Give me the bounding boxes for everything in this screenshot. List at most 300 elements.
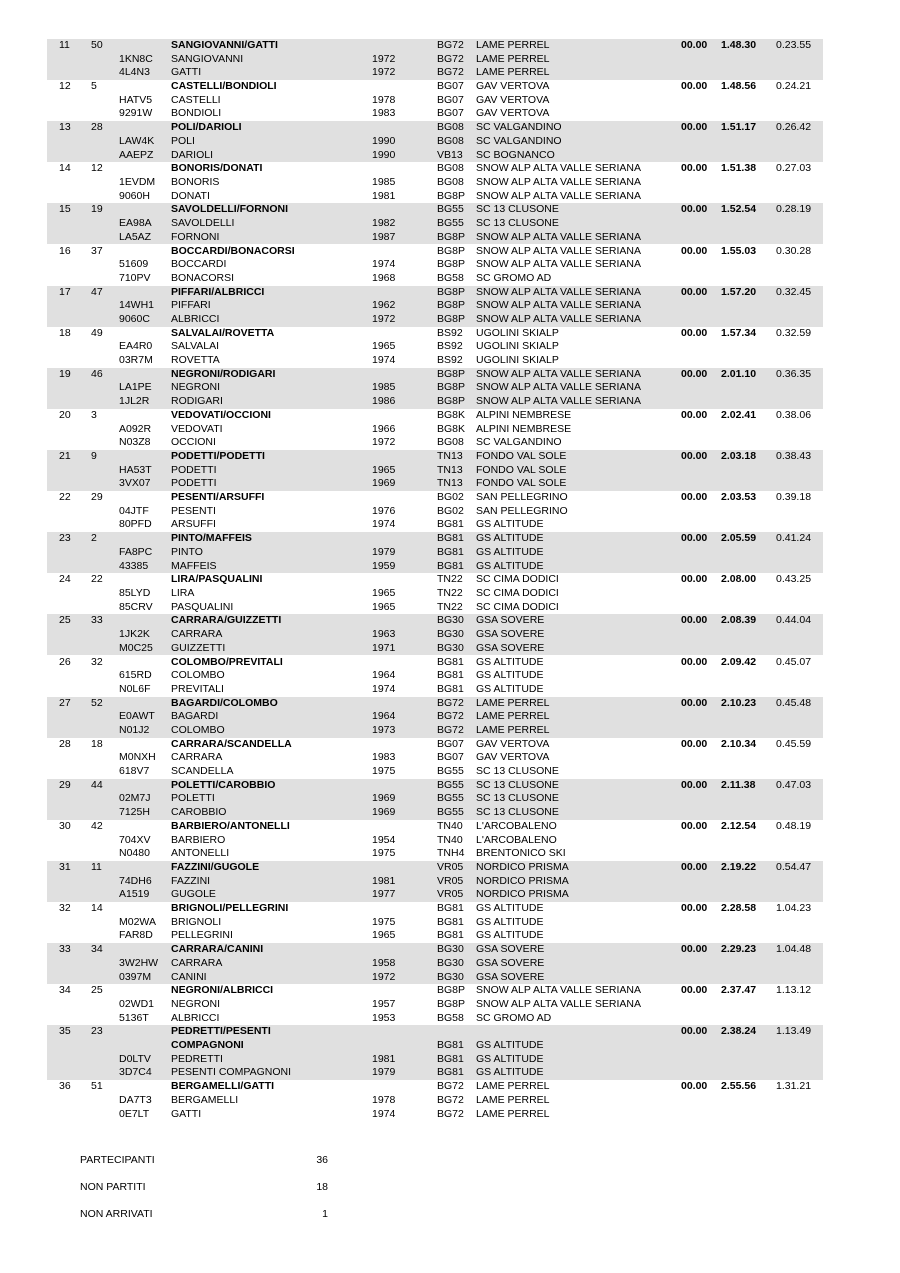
bib-number: 46 [91, 367, 103, 380]
athlete-code: A092R [119, 422, 152, 435]
rank: 11 [59, 39, 70, 51]
summary-label: NON ARRIVATI [80, 1208, 153, 1220]
result-line [47, 245, 823, 259]
club-name: LAME PERREL [476, 1107, 550, 1120]
club-code: BG81 [437, 559, 464, 572]
club-name: GS ALTITUDE [476, 669, 544, 682]
club-code: VB13 [437, 148, 463, 161]
penalty: 00.00 [681, 573, 708, 586]
birth-year: 1975 [372, 915, 396, 928]
team-name: CARRARA/GUIZZETTI [171, 614, 282, 627]
club-code: BG72 [437, 1080, 464, 1093]
athlete-line [47, 464, 823, 478]
penalty: 00.00 [681, 39, 708, 51]
club-name: GS ALTITUDE [476, 655, 544, 668]
athlete-code: 43385 [119, 559, 149, 572]
athlete-code: 80PFD [119, 518, 152, 531]
athlete-name: BRIGNOLI [171, 915, 222, 928]
athlete-name: BOCCARDI [171, 258, 227, 271]
athlete-code: LA5AZ [119, 230, 152, 243]
summary-line [0, 1207, 400, 1221]
athlete-name: OCCIONI [171, 436, 216, 449]
club-name: SC VALGANDINO [476, 121, 562, 134]
summary-line [0, 1153, 400, 1167]
athlete-name: GUGOLE [171, 888, 216, 901]
club-name: SC 13 CLUSONE [476, 203, 559, 216]
team-row [47, 573, 823, 614]
birth-year: 1977 [372, 888, 396, 901]
athlete-name: BONACORSI [171, 271, 235, 284]
athlete-line [47, 560, 823, 574]
athlete-name: PIFFARI [171, 299, 211, 312]
birth-year: 1965 [372, 463, 396, 476]
club-code: BG72 [437, 52, 464, 65]
rank: 23 [59, 532, 71, 545]
bib-number: 51 [91, 1080, 103, 1093]
club-code: BG55 [437, 203, 464, 216]
club-name: UGOLINI SKIALP [476, 340, 559, 353]
club-name: GAV VERTOVA [476, 751, 550, 764]
time-gap: 0.36.35 [776, 367, 812, 380]
athlete-line [47, 847, 823, 861]
club-name: SNOW ALP ALTA VALLE SERIANA [476, 299, 641, 312]
team-name: CASTELLI/BONDIOLI [171, 80, 277, 93]
bib-number: 50 [91, 39, 103, 51]
finish-time: 2.12.54 [721, 819, 757, 832]
athlete-code: M02WA [119, 915, 156, 928]
birth-year: 1972 [372, 52, 396, 65]
birth-year: 1968 [372, 271, 396, 284]
club-name: GSA SOVERE [476, 614, 545, 627]
birth-year: 1957 [372, 997, 396, 1010]
birth-year: 1979 [372, 545, 396, 558]
team-name: BERGAMELLI/GATTI [171, 1080, 275, 1093]
birth-year: 1965 [372, 929, 396, 942]
penalty: 00.00 [681, 162, 708, 175]
rank: 26 [59, 655, 71, 668]
club-name: SNOW ALP ALTA VALLE SERIANA [476, 312, 641, 325]
bib-number: 52 [91, 696, 103, 709]
athlete-line [47, 340, 823, 354]
bib-number: 28 [91, 121, 103, 134]
birth-year: 1976 [372, 504, 396, 517]
club-code: BG81 [437, 929, 464, 942]
finish-time: 1.52.54 [721, 203, 757, 216]
team-row [47, 861, 823, 902]
birth-year: 1974 [372, 354, 396, 367]
summary-line [0, 1180, 400, 1194]
time-gap: 0.32.45 [776, 285, 812, 298]
club-name: UGOLINI SKIALP [476, 354, 559, 367]
club-name: SAN PELLEGRINO [476, 491, 568, 504]
time-gap: 1.13.49 [776, 1025, 812, 1038]
bib-number: 33 [91, 614, 103, 627]
club-code: BG8P [437, 395, 466, 408]
athlete-line [47, 710, 823, 724]
club-name: SNOW ALP ALTA VALLE SERIANA [476, 162, 641, 175]
athlete-line [47, 381, 823, 395]
team-row [47, 532, 823, 573]
club-name: UGOLINI SKIALP [476, 326, 559, 339]
club-code: BG8P [437, 285, 466, 298]
athlete-code: 9291W [119, 107, 153, 120]
finish-time: 2.01.10 [721, 367, 757, 380]
finish-time: 1.51.17 [721, 121, 757, 134]
finish-time: 2.19.22 [721, 861, 757, 873]
club-code: TN13 [437, 477, 463, 490]
athlete-line [47, 669, 823, 683]
athlete-name: SANGIOVANNI [171, 52, 244, 65]
club-code: BG08 [437, 175, 464, 188]
club-code: BG02 [437, 504, 464, 517]
athlete-name: BONORIS [171, 175, 220, 188]
club-code: BG8P [437, 312, 466, 325]
athlete-line [47, 190, 823, 204]
athlete-line [47, 642, 823, 656]
athlete-code: 51609 [119, 258, 149, 271]
athlete-code: 9060C [119, 312, 150, 325]
athlete-code: M0C25 [119, 641, 153, 654]
rank: 14 [59, 162, 71, 175]
athlete-line [47, 998, 823, 1012]
athlete-code: 03R7M [119, 354, 153, 367]
penalty: 00.00 [681, 450, 708, 462]
athlete-name: BAGARDI [171, 710, 219, 723]
time-gap: 0.23.55 [776, 39, 812, 51]
club-code: BG8P [437, 244, 466, 257]
club-code: BG55 [437, 217, 464, 230]
penalty: 00.00 [681, 408, 708, 421]
rank: 33 [59, 943, 71, 956]
finish-time: 1.55.03 [721, 244, 757, 257]
result-line [47, 1039, 823, 1053]
athlete-code: 14WH1 [119, 299, 155, 312]
club-name: NORDICO PRISMA [476, 874, 569, 887]
team-name: LIRA/PASQUALINI [171, 573, 263, 586]
team-name: BOCCARDI/BONACORSI [171, 244, 295, 257]
birth-year: 1981 [372, 1052, 396, 1065]
club-name: GSA SOVERE [476, 970, 545, 983]
club-code: BG72 [437, 723, 464, 736]
birth-year: 1973 [372, 723, 396, 736]
birth-year: 1969 [372, 806, 396, 819]
club-code: BS92 [437, 354, 463, 367]
time-gap: 0.28.19 [776, 203, 812, 216]
club-name: SNOW ALP ALTA VALLE SERIANA [476, 367, 641, 380]
time-gap: 0.45.07 [776, 655, 812, 668]
team-row [47, 368, 823, 409]
bib-number: 5 [91, 80, 97, 93]
club-name: BRENTONICO SKI [476, 847, 566, 860]
club-code: BG30 [437, 956, 464, 969]
birth-year: 1979 [372, 1066, 396, 1079]
club-code: BS92 [437, 326, 463, 339]
club-code: BG72 [437, 1107, 464, 1120]
team-name: BONORIS/DONATI [171, 162, 263, 175]
athlete-line [47, 176, 823, 190]
birth-year: 1987 [372, 230, 396, 243]
club-name: GS ALTITUDE [476, 532, 544, 545]
summary-label: NON PARTITI [80, 1181, 146, 1193]
result-line [47, 532, 823, 546]
birth-year: 1964 [372, 669, 396, 682]
team-name: FAZZINI/GUGOLE [171, 861, 260, 873]
birth-year: 1972 [372, 436, 396, 449]
rank: 32 [59, 902, 71, 915]
athlete-line [47, 66, 823, 80]
club-name: GSA SOVERE [476, 641, 545, 654]
time-gap: 1.04.23 [776, 902, 812, 915]
birth-year: 1969 [372, 792, 396, 805]
birth-year: 1974 [372, 258, 396, 271]
club-name: SC 13 CLUSONE [476, 778, 559, 791]
birth-year: 1962 [372, 299, 396, 312]
rank: 20 [59, 408, 71, 421]
result-line [47, 368, 823, 382]
finish-time: 2.02.41 [721, 408, 757, 421]
team-name: NEGRONI/ALBRICCI [171, 984, 274, 997]
club-name: FONDO VAL SOLE [476, 477, 567, 490]
club-code: BG8P [437, 997, 466, 1010]
club-name: SNOW ALP ALTA VALLE SERIANA [476, 285, 641, 298]
club-name: LAME PERREL [476, 1093, 550, 1106]
team-name: BAGARDI/COLOMBO [171, 696, 278, 709]
club-name: GS ALTITUDE [476, 1066, 544, 1079]
result-line [47, 162, 823, 176]
club-name: L'ARCOBALENO [476, 819, 557, 832]
athlete-name: NEGRONI [171, 997, 221, 1010]
finish-time: 2.28.58 [721, 902, 757, 915]
result-line [47, 39, 823, 53]
athlete-line [47, 1108, 823, 1122]
athlete-code: 1JL2R [119, 395, 150, 408]
result-line [47, 820, 823, 834]
team-name: NEGRONI/RODIGARI [171, 367, 276, 380]
birth-year: 1965 [372, 586, 396, 599]
club-code: BG72 [437, 710, 464, 723]
team-name: PINTO/MAFFEIS [171, 532, 252, 545]
club-name: GS ALTITUDE [476, 545, 544, 558]
athlete-code: 4L4N3 [119, 66, 150, 79]
athlete-name: CARRARA [171, 751, 223, 764]
team-row [47, 738, 823, 779]
club-code: BG8P [437, 258, 466, 271]
athlete-line [47, 792, 823, 806]
bib-number: 23 [91, 1025, 103, 1038]
team-name: VEDOVATI/OCCIONI [171, 408, 271, 421]
finish-time: 2.10.23 [721, 696, 757, 709]
penalty: 00.00 [681, 203, 708, 216]
club-code: BG55 [437, 792, 464, 805]
athlete-code: LAW4K [119, 134, 155, 147]
birth-year: 1954 [372, 833, 396, 846]
athlete-line [47, 834, 823, 848]
athlete-code: 7125H [119, 806, 150, 819]
athlete-line [47, 1066, 823, 1080]
club-name: GSA SOVERE [476, 956, 545, 969]
club-code: BG08 [437, 162, 464, 175]
athlete-name: SAVOLDELLI [171, 217, 235, 230]
team-row [47, 286, 823, 327]
bib-number: 32 [91, 655, 103, 668]
athlete-name: CARRARA [171, 628, 223, 641]
club-name: LAME PERREL [476, 52, 550, 65]
athlete-name: PESENTI COMPAGNONI [171, 1066, 291, 1079]
athlete-code: N0L6F [119, 682, 151, 695]
athlete-line [47, 107, 823, 121]
bib-number: 42 [91, 819, 103, 832]
athlete-code: D0LTV [119, 1052, 151, 1065]
finish-time: 2.05.59 [721, 532, 757, 545]
athlete-name: COLOMBO [171, 669, 225, 682]
club-name: SNOW ALP ALTA VALLE SERIANA [476, 258, 641, 271]
result-line [47, 943, 823, 957]
bib-number: 44 [91, 778, 103, 791]
result-line [47, 121, 823, 135]
bib-number: 18 [91, 737, 103, 750]
athlete-name: ARSUFFI [171, 518, 216, 531]
athlete-name: LIRA [171, 586, 195, 599]
club-code: TNH4 [437, 847, 465, 860]
bib-number: 2 [91, 532, 97, 545]
club-code: BG55 [437, 765, 464, 778]
athlete-line [47, 546, 823, 560]
club-code: VR05 [437, 888, 464, 901]
club-code: BG81 [437, 669, 464, 682]
club-code: BG58 [437, 271, 464, 284]
club-code: BG07 [437, 107, 464, 120]
penalty: 00.00 [681, 655, 708, 668]
athlete-line [47, 217, 823, 231]
athlete-code: 85CRV [119, 600, 153, 613]
time-gap: 0.26.42 [776, 121, 812, 134]
penalty: 00.00 [681, 532, 708, 545]
athlete-name: PESENTI [171, 504, 216, 517]
birth-year: 1975 [372, 765, 396, 778]
penalty: 00.00 [681, 1025, 708, 1038]
time-gap: 0.41.24 [776, 532, 812, 545]
club-code: BS92 [437, 340, 463, 353]
club-code: BG72 [437, 39, 464, 51]
team-row [47, 943, 823, 984]
athlete-name: PASQUALINI [171, 600, 234, 613]
athlete-line [47, 135, 823, 149]
finish-time: 2.09.42 [721, 655, 757, 668]
athlete-name: DARIOLI [171, 148, 214, 161]
time-gap: 1.13.12 [776, 984, 812, 997]
team-name: BRIGNOLI/PELLEGRINI [171, 902, 289, 915]
club-name: NORDICO PRISMA [476, 861, 569, 873]
birth-year: 1990 [372, 134, 396, 147]
finish-time: 2.11.38 [721, 778, 756, 791]
club-name: SNOW ALP ALTA VALLE SERIANA [476, 381, 641, 394]
athlete-line [47, 1094, 823, 1108]
athlete-name: PODETTI [171, 463, 217, 476]
club-code: BG8K [437, 408, 466, 421]
club-code: TN22 [437, 600, 463, 613]
time-gap: 1.04.48 [776, 943, 812, 956]
athlete-line [47, 395, 823, 409]
club-code: BG8P [437, 189, 466, 202]
athlete-code: 1JK2K [119, 628, 150, 641]
rank: 36 [59, 1080, 71, 1093]
bib-number: 12 [91, 162, 103, 175]
club-name: LAME PERREL [476, 696, 550, 709]
athlete-code: E0AWT [119, 710, 155, 723]
birth-year: 1971 [372, 641, 396, 654]
club-code: TN40 [437, 833, 463, 846]
athlete-name: COLOMBO [171, 723, 225, 736]
rank: 18 [59, 326, 71, 339]
time-gap: 0.32.59 [776, 326, 812, 339]
result-line [47, 203, 823, 217]
club-code: BG08 [437, 134, 464, 147]
club-name: FONDO VAL SOLE [476, 450, 567, 462]
bib-number: 11 [91, 861, 102, 873]
time-gap: 0.45.48 [776, 696, 812, 709]
team-row [47, 820, 823, 861]
team-name: POLETTI/CAROBBIO [171, 778, 276, 791]
club-code: BG8P [437, 381, 466, 394]
club-code: BG8P [437, 299, 466, 312]
athlete-name: CAROBBIO [171, 806, 227, 819]
athlete-name: ALBRICCI [171, 1011, 220, 1024]
athlete-name: RODIGARI [171, 395, 223, 408]
rank: 24 [59, 573, 71, 586]
club-name: SAN PELLEGRINO [476, 504, 568, 517]
club-code: BG08 [437, 121, 464, 134]
club-name: SNOW ALP ALTA VALLE SERIANA [476, 984, 641, 997]
summary-value: 1 [322, 1208, 328, 1220]
athlete-name: ALBRICCI [171, 312, 220, 325]
club-code: VR05 [437, 861, 464, 873]
team-row [47, 409, 823, 450]
rank: 19 [59, 367, 71, 380]
club-code: BG81 [437, 532, 464, 545]
athlete-name: SCANDELLA [171, 765, 234, 778]
birth-year: 1959 [372, 559, 396, 572]
club-code: BG07 [437, 80, 464, 93]
birth-year: 1982 [372, 217, 396, 230]
club-name: GS ALTITUDE [476, 1039, 544, 1052]
club-name: ALPINI NEMBRESE [476, 408, 572, 421]
athlete-line [47, 258, 823, 272]
time-gap: 0.48.19 [776, 819, 812, 832]
club-name: SC GROMO AD [476, 271, 552, 284]
finish-time: 2.08.00 [721, 573, 757, 586]
athlete-code: 02M7J [119, 792, 151, 805]
team-name: CARRARA/CANINI [171, 943, 264, 956]
club-name: SC CIMA DODICI [476, 573, 559, 586]
result-line [47, 984, 823, 998]
penalty: 00.00 [681, 244, 708, 257]
athlete-code: 74DH6 [119, 874, 152, 887]
rank: 25 [59, 614, 71, 627]
athlete-name: ROVETTA [171, 354, 220, 367]
athlete-name: PREVITALI [171, 682, 224, 695]
team-row [47, 450, 823, 491]
club-name: LAME PERREL [476, 723, 550, 736]
athlete-name: POLETTI [171, 792, 215, 805]
club-name: SNOW ALP ALTA VALLE SERIANA [476, 175, 641, 188]
penalty: 00.00 [681, 984, 708, 997]
summary-value: 18 [316, 1181, 328, 1193]
athlete-line [47, 505, 823, 519]
athlete-code: 615RD [119, 669, 152, 682]
birth-year: 1974 [372, 518, 396, 531]
result-line [47, 779, 823, 793]
penalty: 00.00 [681, 778, 708, 791]
